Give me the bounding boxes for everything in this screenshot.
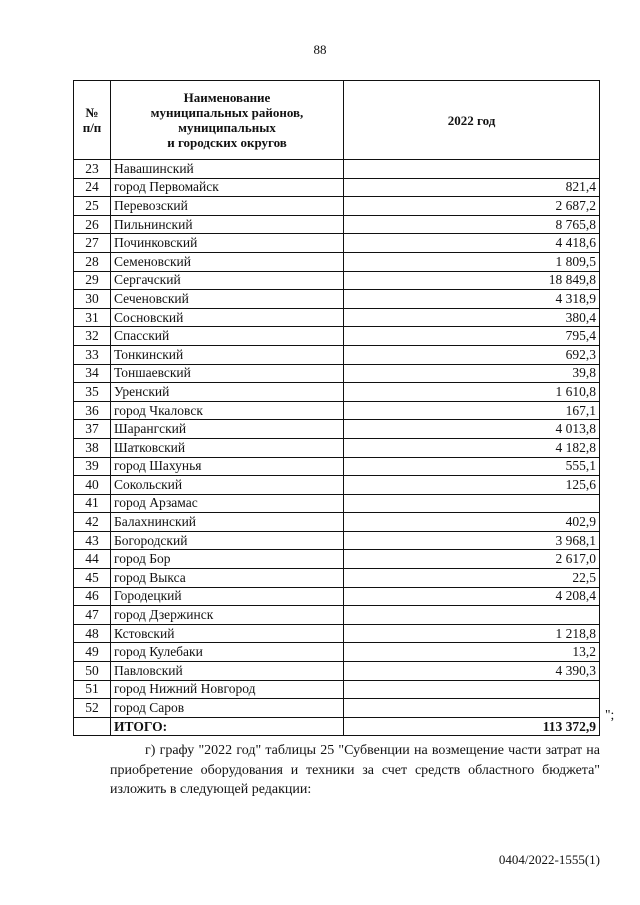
row-name: Городецкий: [111, 587, 344, 606]
page-number: 88: [313, 42, 327, 57]
table-row: [74, 662, 600, 681]
row-number: 30: [74, 290, 111, 309]
total-value: 113 372,9: [344, 717, 600, 736]
row-number: 32: [74, 327, 111, 346]
row-value: 380,4: [344, 308, 600, 327]
row-name: Шарангский: [111, 420, 344, 439]
row-name: Сокольский: [111, 476, 344, 495]
table-row: [74, 364, 600, 383]
row-number: 46: [74, 587, 111, 606]
row-value: 3 968,1: [344, 531, 600, 550]
row-value: 4 390,3: [344, 662, 600, 681]
row-number: 35: [74, 383, 111, 402]
row-number: 52: [74, 699, 111, 718]
table-row: [74, 624, 600, 643]
table-row: [74, 178, 600, 197]
row-name: город Чкаловск: [111, 401, 344, 420]
row-value: 39,8: [344, 364, 600, 383]
row-name: город Саров: [111, 699, 344, 718]
header-num: № п/п: [74, 81, 111, 160]
table-row: [74, 234, 600, 253]
row-number: 27: [74, 234, 111, 253]
row-value: 1 218,8: [344, 624, 600, 643]
row-name: город Шахунья: [111, 457, 344, 476]
table-row: [74, 327, 600, 346]
row-value: 692,3: [344, 345, 600, 364]
row-value: 13,2: [344, 643, 600, 662]
table-row: [74, 476, 600, 495]
row-name: город Кулебаки: [111, 643, 344, 662]
total-label: ИТОГО:: [111, 717, 344, 736]
row-number: 45: [74, 569, 111, 588]
row-number: 40: [74, 476, 111, 495]
row-name: Перевозский: [111, 197, 344, 216]
row-value: 4 208,4: [344, 587, 600, 606]
row-value: 2 687,2: [344, 197, 600, 216]
table-row: [74, 531, 600, 550]
table-row: [74, 290, 600, 309]
row-number: 23: [74, 160, 111, 179]
row-value: 402,9: [344, 513, 600, 532]
total-row: [74, 717, 600, 736]
table-row: [74, 643, 600, 662]
row-number: 29: [74, 271, 111, 290]
row-name: Спасский: [111, 327, 344, 346]
row-number: 50: [74, 662, 111, 681]
table-row: [74, 587, 600, 606]
row-name: Богородский: [111, 531, 344, 550]
document-code: 0404/2022-1555(1): [498, 852, 600, 867]
row-name: город Дзержинск: [111, 606, 344, 625]
row-name: город Бор: [111, 550, 344, 569]
row-value: [344, 680, 600, 699]
row-value: 125,6: [344, 476, 600, 495]
table-row: [74, 252, 600, 271]
table-row: [74, 494, 600, 513]
row-name: Сергачский: [111, 271, 344, 290]
total-num: [74, 717, 111, 736]
row-value: [344, 160, 600, 179]
row-value: 795,4: [344, 327, 600, 346]
row-number: 51: [74, 680, 111, 699]
row-number: 25: [74, 197, 111, 216]
row-name: Балахнинский: [111, 513, 344, 532]
row-number: 28: [74, 252, 111, 271]
row-value: 1 610,8: [344, 383, 600, 402]
table-row: [74, 438, 600, 457]
row-value: 555,1: [344, 457, 600, 476]
row-name: Тонкинский: [111, 345, 344, 364]
row-number: 49: [74, 643, 111, 662]
row-number: 39: [74, 457, 111, 476]
row-value: 4 182,8: [344, 438, 600, 457]
subsidy-table: [73, 80, 600, 736]
row-name: город Арзамас: [111, 494, 344, 513]
row-number: 26: [74, 215, 111, 234]
header-year: 2022 год: [344, 81, 600, 160]
row-name: Шатковский: [111, 438, 344, 457]
row-value: 4 013,8: [344, 420, 600, 439]
row-number: 48: [74, 624, 111, 643]
header-name: Наименование муниципальных районов, муниципальных и городских округов: [111, 81, 344, 160]
row-number: 43: [74, 531, 111, 550]
instruction-paragraph: г) графу "2022 год" таблицы 25 "Субвенции на возмещение части затрат на приобретение оборудования и техники за счет средств областного бюджета" изложить в следующей редакции:: [110, 743, 600, 797]
table-row: [74, 699, 600, 718]
row-name: Семеновский: [111, 252, 344, 271]
table-row: [74, 550, 600, 569]
row-number: 41: [74, 494, 111, 513]
row-number: 47: [74, 606, 111, 625]
row-name: Пильнинский: [111, 215, 344, 234]
row-name: город Нижний Новгород: [111, 680, 344, 699]
row-name: Кстовский: [111, 624, 344, 643]
row-value: 2 617,0: [344, 550, 600, 569]
row-name: Сеченовский: [111, 290, 344, 309]
row-number: 42: [74, 513, 111, 532]
table-row: [74, 197, 600, 216]
table-row: [74, 606, 600, 625]
row-value: 1 809,5: [344, 252, 600, 271]
row-number: 38: [74, 438, 111, 457]
row-value: 821,4: [344, 178, 600, 197]
row-value: 22,5: [344, 569, 600, 588]
row-number: 24: [74, 178, 111, 197]
table-row: [74, 420, 600, 439]
table-row: [74, 401, 600, 420]
row-value: 18 849,8: [344, 271, 600, 290]
table-row: [74, 680, 600, 699]
row-name: город Первомайск: [111, 178, 344, 197]
row-number: 34: [74, 364, 111, 383]
row-name: Уренский: [111, 383, 344, 402]
row-name: Сосновский: [111, 308, 344, 327]
table-body: [74, 160, 600, 736]
table-row: [74, 308, 600, 327]
table-row: [74, 345, 600, 364]
table-row: [74, 383, 600, 402]
row-value: [344, 494, 600, 513]
row-name: Починковский: [111, 234, 344, 253]
table-header-row: [74, 81, 600, 160]
table-row: [74, 160, 600, 179]
table-row: [74, 215, 600, 234]
row-value: [344, 606, 600, 625]
row-value: [344, 699, 600, 718]
table-row: [74, 569, 600, 588]
row-number: 37: [74, 420, 111, 439]
row-name: город Выкса: [111, 569, 344, 588]
table-row: [74, 457, 600, 476]
row-value: 4 318,9: [344, 290, 600, 309]
closing-quote: ";: [605, 707, 615, 722]
row-name: Павловский: [111, 662, 344, 681]
row-number: 31: [74, 308, 111, 327]
row-name: Навашинский: [111, 160, 344, 179]
row-value: 8 765,8: [344, 215, 600, 234]
row-number: 36: [74, 401, 111, 420]
table-row: [74, 271, 600, 290]
row-number: 44: [74, 550, 111, 569]
table-row: [74, 513, 600, 532]
row-name: Тоншаевский: [111, 364, 344, 383]
row-number: 33: [74, 345, 111, 364]
row-value: 167,1: [344, 401, 600, 420]
row-value: 4 418,6: [344, 234, 600, 253]
